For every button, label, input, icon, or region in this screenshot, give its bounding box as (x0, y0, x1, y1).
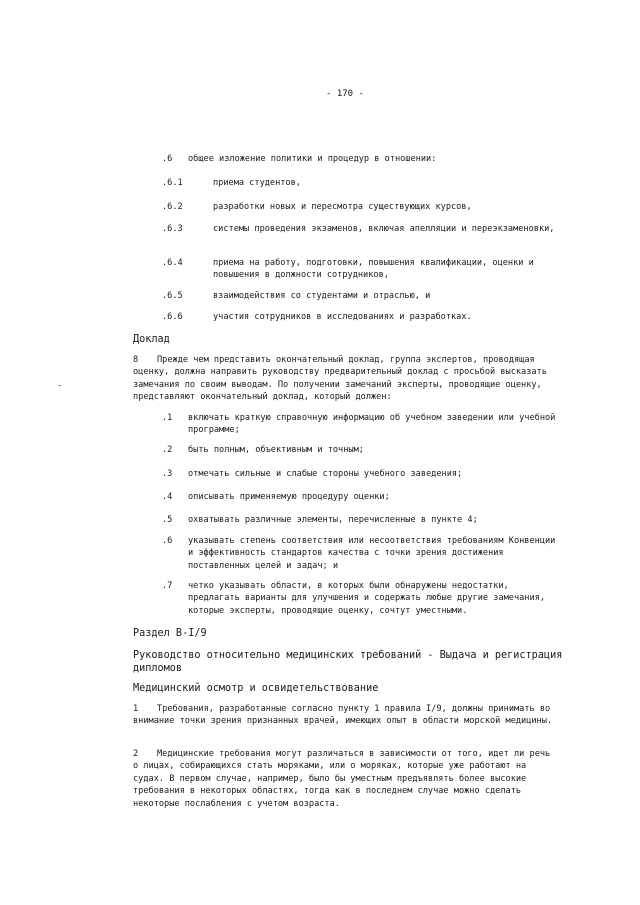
list-item-number: .6 (162, 536, 173, 546)
page-number: - 170 - (326, 89, 364, 99)
list-item-number: .5 (162, 515, 173, 525)
report-heading: Доклад (133, 334, 170, 345)
list-item-text: системы проведения экзаменов, включая апелляции и переэкзаменовки, (213, 224, 555, 234)
list-item-text: включать краткую справочную информацию об учебном заведении или учебной программе; (188, 413, 556, 436)
list-item-text: общее изложение политики и процедур в отношении: (188, 154, 437, 164)
list-item-number: .6.2 (162, 202, 183, 212)
list-item-number: .4 (162, 492, 173, 502)
paragraph-number: 8 (133, 355, 139, 365)
medical-heading: Медицинский осмотр и освидетельствование (133, 683, 379, 694)
list-item-text: взаимодействия со студентами и отраслью, и (213, 291, 431, 301)
list-item-text: приема на работу, подготовки, повышения квалификации, оценки и повышения в должности сотрудников, (213, 258, 534, 281)
list-item-number: .3 (162, 469, 173, 479)
section-subtitle: Руководство относительно медицинских требований - Выдача и регистрация дипломов (133, 650, 563, 674)
paragraph-number: 1 (133, 704, 139, 714)
list-item-text: быть полным, объективным и точным; (188, 445, 364, 455)
list-item-number: .1 (162, 413, 173, 423)
list-item-text: описывать применяемую процедуру оценки; (188, 492, 390, 502)
list-item-text: приема студентов, (213, 178, 301, 188)
list-item-text: охватывать различные элементы, перечисленные в пункте 4; (188, 515, 478, 525)
list-item-number: .6.5 (162, 291, 183, 301)
paragraph-number: 2 (133, 749, 139, 759)
paragraph-8-text: Прежде чем представить окончательный доклад, группа экспертов, проводящая оценку, должна направить руководству предварительный доклад с просьбой высказать замечания по своим выводам. По получении замечаний эксперты, проводящие оценку, представляют окончательный доклад, который должен: (133, 355, 547, 403)
list-item-number: .6.1 (162, 178, 183, 188)
paragraph-1-text: Требования, разработанные согласно пункту 1 правила I/9, должны принимать во внимание точки зрения признанных врачей, имеющих опыт в области морской медицины. (133, 704, 553, 727)
list-item-number: .2 (162, 445, 173, 455)
list-item-number: .6.3 (162, 224, 183, 234)
paragraph-2-text: Медицинские требования могут различаться в зависимости от того, идет ли речь о лицах, собирающихся стать моряками, или о моряках, которые уже работают на судах. В первом случае, например, было бы уместным предъявлять более высокие требования в некоторых областях, тогда как в последнем случае можно сделать некоторые послабления с учетом возраста. (133, 749, 551, 809)
list-item-number: .6 (162, 154, 173, 164)
list-item-number: .6.4 (162, 258, 183, 268)
margin-mark (58, 385, 61, 386)
list-item-text: отмечать сильные и слабые стороны учебного заведения; (188, 469, 463, 479)
list-item-number: .7 (162, 581, 173, 591)
list-item-text: участия сотрудников в исследованиях и разработках. (213, 312, 472, 322)
section-title: Раздел B-I/9 (133, 628, 207, 639)
list-item-text: разработки новых и пересмотра существующих курсов, (213, 202, 472, 212)
list-item-number: .6.6 (162, 312, 183, 322)
list-item-text: указывать степень соответствия или несоответствия требованиям Конвенции и эффективность стандартов качества с точки зрения достижения поставленных целей и задач; и (188, 536, 556, 571)
list-item-text: четко указывать области, в которых были обнаружены недостатки, предлагать варианты для улучшения и содержать любые другие замечания, которые эксперты, проводящие оценку, сочтут уместными. (188, 581, 545, 616)
